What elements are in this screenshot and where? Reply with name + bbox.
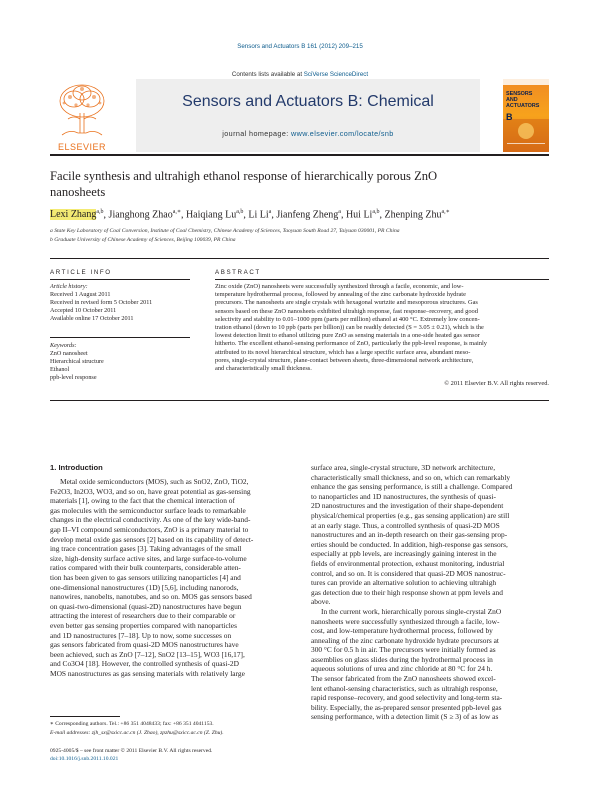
copyright: © 2011 Elsevier B.V. All rights reserved. (444, 380, 549, 387)
keywords-rule (50, 337, 190, 338)
homepage-link[interactable]: www.elsevier.com/locate/snb (291, 129, 394, 138)
journal-title[interactable]: Sensors and Actuators B: Chemical (182, 93, 434, 110)
author-name[interactable]: Zhenping Zhu (384, 209, 442, 221)
article-history (50, 283, 200, 323)
author-list: Lexi Zhang$^{a,b}$, Jianghong Zhao$^{a,∗}$, Haiqiang Lu$^{a,b}$, Li Li$^a$, Jianfeng Zheng$^a$, Hui Li$^{a,b}$, Zhenping Zhu$^{a,∗}$ (50, 209, 450, 221)
issn-line: 0925-4005/$ – see front matter © 2011 Elsevier B.V. All rights reserved. (50, 748, 213, 754)
author-name[interactable]: Jianfeng Zheng (276, 209, 339, 221)
journal-homepage (136, 129, 480, 138)
history-item: Accepted 10 October 2011 (50, 307, 117, 314)
author-name[interactable]: Hui Li (345, 209, 373, 221)
sciencedirect-link[interactable]: SciVerse ScienceDirect (303, 71, 369, 78)
abstract-heading: ABSTRACT (215, 269, 261, 276)
author-name[interactable]: Li Li (248, 209, 269, 221)
keywords-label: Keywords: (50, 342, 77, 349)
affiliation-b: b Graduate University of Chinese Academy of Sciences, Beijing 100039, PR China (50, 237, 236, 243)
body-column-right: surface area, single-crystal structure, 3D network architecture, characteristically small thickness, and so on, which can remarkably enhance the gas sensing performance, is still a challenge. Compared to nanoparticles and 1D nanostructures, the synthesis of quasi- 2D nanostructures and the investigation of their shape-dependent physical/chemical properties (e.g., gas sensing application) are still at an early stage. Thus, a controlled synthesis of quasi-2D MOS nanostructures and an in-depth research on their gas-sensing prop- erties should be conducted. In addition, high-response gas sensors, especially at ppb levels, are increasingly gaining interest in the fields of environmental protection, exhaust monitoring, industrial control, and so on. It is considered that quasi-2D MOS nanostruc- tures can provide an alternative solution to achieving ultrahigh gas detection due to their high response shown at ppm levels and above. In the current work, hierarchically porous single-crystal ZnO nanosheets were successfully synthesized through a facile, low- cost, and low-temperature hydrothermal process, followed by annealing of the zinc carbonate hydroxide hydrate precursors at 300 °C for 0.5 h in air. The precursors were initially formed as assemblies on glass slides during the hydrothermal process in aqueous solutions of urea and zinc chloride at 80 °C for 24 h. The sensor fabricated from the ZnO nanosheets showed excel- lent ethanol-sensing characteristics, such as ultrahigh response, rapid response–recovery, and good selectivity and long-term sta- bility. Especially, the as-prepared sensor presented ppb-level gas sensing performance, with a detection limit (S ≥ 3) of as low as (311, 463, 513, 722)
history-item: Received 1 August 2011 (50, 291, 111, 298)
footnote-email[interactable]: E-mail addresses: zjh_sx@sxicc.ac.cn (J. Zhao), zpzhu@sxicc.ac.cn (Z. Zhu). (50, 730, 224, 736)
author-affil-mark: a,b (372, 209, 380, 215)
article-title: Facile synthesis and ultrahigh ethanol response of hierarchically porous ZnO nanosheets (50, 169, 438, 199)
section-heading: 1. Introduction (50, 463, 103, 472)
keyword[interactable]: Hierarchical structure (50, 358, 104, 365)
footnote-rule (50, 716, 120, 717)
history-label: Article history: (50, 283, 88, 290)
cover-title: SENSORS AND ACTUATORS (506, 91, 540, 109)
author-affil-mark: a (338, 209, 341, 215)
article-info-heading: ARTICLE INFO (50, 269, 112, 276)
author-affil-mark: a,∗ (172, 209, 181, 215)
keyword[interactable]: ppb-level response (50, 374, 97, 381)
info-rule-top (50, 258, 549, 259)
info-rule-bottom (50, 400, 549, 401)
author-affil-mark: a,b (96, 209, 104, 215)
author-name[interactable]: Jianghong Zhao (108, 209, 173, 221)
body-column-left: Metal oxide semiconductors (MOS), such as SnO2, ZnO, TiO2, Fe2O3, In2O3, WO3, and so on, have great potential as gas-sensing materials [1], owing to the fact that the chemical interaction of gas molecules with the semiconductor surface leads to remarkable changes in the electrical conductivity. As one of the key wide-band- gap II–VI compound semiconductors, ZnO is a primary material to develop metal oxide gas sensors [2] based on its capability of detect- ing trace concentration gases [3]. Taking advantages of the small size, high-density surface active sites, and large surface-to-volume ratios compared with their bulk counterparts, considerable atten- tion has been given to gas sensors utilizing nanoparticles [4] and one-dimensional nanostructures (1D) [5,6], including nanorods, nanowires, nanobelts, nanotubes, and so on. MOS gas sensors based on quasi-two-dimensional (quasi-2D) nanostructures have begun attracting the interest of researchers due to their comparable or even better gas sensing properties compared with nanoparticles and 1D nanostructures [7–18]. Up to now, some successes on gas sensors fabricated from quasi-2D MOS nanostructures have been achieved, such as ZnO [7–12], SnO2 [13–15], WO3 [16,17], and Co3O4 [18]. However, the controlled synthesis of quasi-2D MOS nanostructures as gas sensing materials with relatively large (50, 477, 254, 678)
affiliation-a: a State Key Laboratory of Coal Conversion, Institute of Coal Chemistry, Chinese Academy of Sciences, Taoyuan South Road 27, Taiyuan 030001, PR China (50, 228, 400, 234)
journal-reference[interactable]: Sensors and Actuators B 161 (2012) 209–215 (237, 43, 363, 50)
author-affil-mark: a (268, 209, 272, 215)
keywords-block (50, 342, 200, 382)
footnote-corresponding: ∗ Corresponding authors. Tel.: +86 351 4048433; fax: +86 351 4041153. (50, 721, 214, 727)
contents-line (0, 71, 600, 78)
author-affil-mark: a,∗ (441, 209, 450, 215)
abstract-text: Zinc oxide (ZnO) nanosheets were successfully synthesized through a facile, economic, and low- temperature hydrothermal process, followed by annealing of the zinc carbonate hydroxide hydrate precursors. The nanosheets are single crystals with hexagonal wurtzite and mesoporous structures. Gas sensors based on these ZnO nanosheets exhibited ultrahigh response, fast response–recovery, and good selectivity and stability to 0.01–1000 ppm (parts per million) ethanol at 400 °C. Extremely low concen- tration ethanol (down to 10 ppb (parts per billion)) can be readily detected (S = 3.05 ± 0.21), which is the lowest detection limit to ethanol utilizing pure ZnO as sensing materials in a one-side heated gas sensor hitherto. The excellent ethanol-sensing performance of ZnO, particularly the ppb-level response, is mainly attributed to its novel hierarchical structure, which has a large specific surface area, abundant meso- pores, single-crystal structure, plane-contact between sheets, three-dimensional network architecture, and characteristically small thickness. (215, 283, 487, 373)
abstract-rule (215, 279, 549, 280)
history-item: Received in revised form 5 October 2011 (50, 299, 153, 306)
doi-link[interactable]: doi:10.1016/j.snb.2011.10.021 (50, 756, 119, 762)
header-rule (50, 154, 549, 156)
contents-prefix: Contents lists available at (231, 71, 304, 78)
cover-section: B (506, 112, 513, 122)
author-name[interactable]: Haiqiang Lu (185, 209, 237, 221)
article-info-rule (50, 279, 190, 280)
publisher-name: ELSEVIER (57, 142, 107, 152)
keyword[interactable]: Ethanol (50, 366, 70, 373)
author-affil-mark: a,b (236, 209, 244, 215)
elsevier-tree-icon (50, 79, 114, 141)
journal-header-band (136, 79, 480, 152)
history-item: Available online 17 October 2011 (50, 315, 134, 322)
keyword[interactable]: ZnO nanosheet (50, 350, 88, 357)
homepage-label: journal homepage: (222, 129, 292, 138)
author-name[interactable]: Lexi Zhang (50, 209, 97, 221)
